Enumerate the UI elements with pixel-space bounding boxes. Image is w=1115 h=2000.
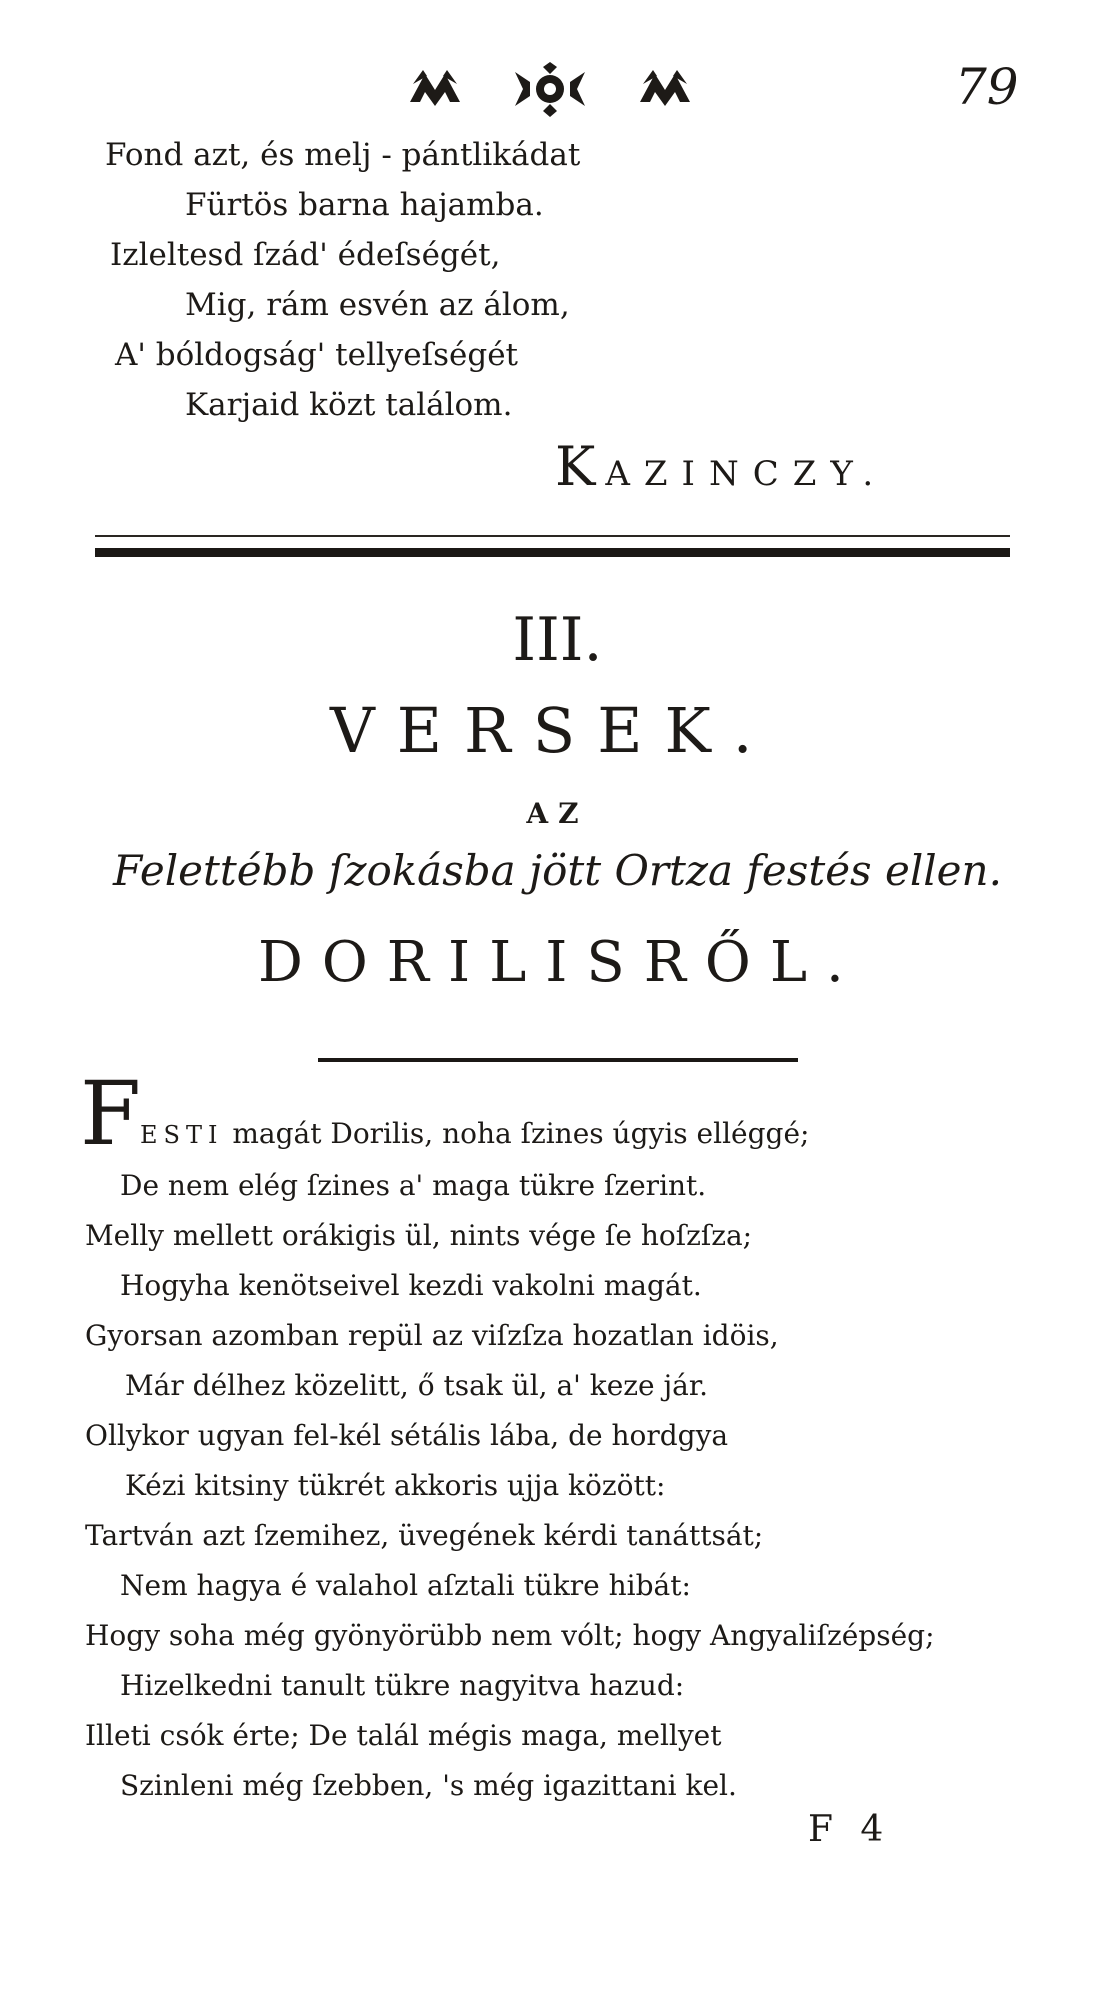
title-underline (318, 1058, 798, 1062)
author-signature (555, 435, 888, 498)
poem2-line-9: Tartván azt ſzemihez, üvegének kérdi tanáttsát; (85, 1519, 764, 1552)
poem1-line-2: Fürtös barna hajamba. (185, 187, 544, 223)
poem2-line-7: Ollykor ugyan fel-kél sétális lába, de hordgya (85, 1419, 729, 1452)
poem2-line-1 (140, 1117, 810, 1150)
poem2-line-5: Gyorsan azomban repül az viſzſza hozatlan idöis, (85, 1319, 779, 1352)
poem1-line-6: Karjaid közt találom. (185, 387, 513, 423)
poem2-line-8: Kézi kitsiny tükrét akkoris ujja között: (125, 1469, 666, 1502)
poem2-line-2: De nem elég ſzines a' maga tükre ſzerint. (120, 1169, 707, 1202)
poem1-line-5: A' bóldogság' tellyeſségét (115, 337, 519, 373)
page-number: 79 (955, 58, 1019, 116)
poem2-line-10: Nem hagya é valahol aſztali tükre hibát: (120, 1569, 691, 1602)
signature-initial: K (555, 435, 606, 498)
section-number: III. (512, 605, 603, 675)
poem2-line-6: Már délhez közelitt, ő tsak ül, a' keze jár. (125, 1369, 709, 1402)
poem1-line-3: Izleltesd ſzád' édeſségét, (110, 237, 501, 273)
divider-thin (95, 535, 1010, 537)
catchword: F 4 (808, 1809, 892, 1850)
poem2-line-4: Hogyha kenötseivel kezdi vakolni magát. (120, 1269, 702, 1302)
floral-ornament-icon (405, 62, 695, 117)
poem2-line-3: Melly mellett orákigis ül, nints vége ſe hoſzſza; (85, 1219, 753, 1252)
poem1-line-1: Fond azt, és melj - pántlikádat (105, 137, 581, 173)
drop-cap: F (80, 1062, 142, 1165)
poem-title: DORILISRŐL. (258, 930, 863, 995)
poem2-line-14: Szinleni még ſzebben, 's még igazittani kel. (120, 1769, 737, 1802)
poem2-line-11: Hogy soha még gyönyörübb nem vólt; hogy Angyaliſzépség; (85, 1619, 935, 1652)
first-word-smallcaps: ESTI (140, 1121, 224, 1149)
poem2-line-13: Illeti csók érte; De talál mégis maga, mellyet (85, 1719, 722, 1752)
first-line-rest: magát Dorilis, noha ſzines úgyis elléggé; (223, 1117, 810, 1150)
poem-subtitle: Felettébb ſzokásba jött Ortza festés ellen. (113, 846, 1002, 895)
poem1-line-4: Mig, rám esvén az álom, (185, 287, 570, 323)
poem2-line-12: Hizelkedni tanult tükre nagyitva hazud: (120, 1669, 685, 1702)
divider-thick (95, 548, 1010, 557)
signature-rest: AZINCZY. (605, 454, 888, 494)
section-title: VERSEK. (330, 694, 775, 767)
poem-intro-az: AZ (526, 797, 589, 830)
